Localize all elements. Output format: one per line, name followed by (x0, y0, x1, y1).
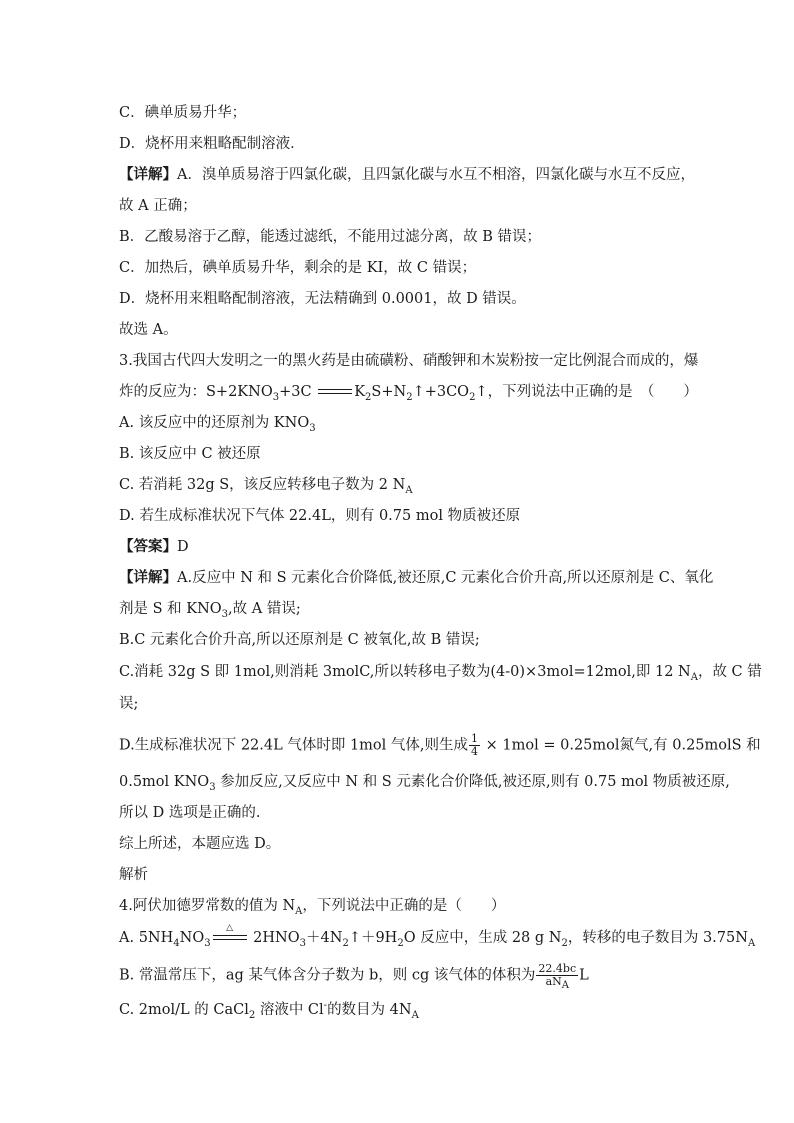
option-d-line: D．烧杯用来粗略配制溶液． (119, 136, 305, 152)
explanation-line: 【详解】A．溴单质易溶于四氯化碳，且四氯化碳与水互不相溶，四氯化碳与水互不反应， (119, 166, 695, 183)
question-3-stem: 3.我国古代四大发明之一的黑火药是由硫磺粉、硝酸钾和木炭粉按一定比例混合而成的，爆 (119, 353, 699, 369)
explanation-line: 误; (119, 696, 139, 712)
explanation-line-with-fraction: D.生成标准状况下 22.4L 气体时即 1mol 气体,则生成 $\frac{1}{4}$ × 1mol = 0.25mol氮气,有 0.25molS 和 (119, 732, 761, 758)
option-c-line: C．碘单质易升华； (119, 105, 247, 121)
explanation-line: D．烧杯用来粗略配制溶液，无法精确到 0.0001，故 D 错误。 (119, 291, 526, 307)
question-4-option-c: C. 2mol/L 的 CaCl$_2$ 溶液中 Cl-的数目为 $4N_A$ (119, 1000, 419, 1021)
explanation-line: B.C 元素化合价升高,所以还原剂是 C 被氧化,故 B 错误; (119, 632, 480, 648)
question-3-option-b: B. 该反应中 C 被还原 (119, 446, 261, 462)
conclusion-line: 综上所述，本题应选 D。 (119, 836, 281, 852)
fraction-volume: $\frac{22.4bc}{aN_A}$ (538, 962, 577, 992)
answer-line: 【答案】D (119, 538, 189, 555)
reaction-equals-sign (318, 385, 352, 399)
question-3-option-a: A. 该反应中的还原剂为 $KNO_3$ (119, 415, 316, 434)
explanation-line: 0.5mol $KNO_3$ 参加反应,又反应中 N 和 S 元素化合价降低,被还原,则有 0.75 mol 物质被还原, (119, 774, 730, 793)
question-4-option-b: B. 常温常压下，ag 某气体含分子数为 b，则 cg 该气体的体积为 $\frac{22.4bc}{aN_A}$ L (119, 962, 589, 992)
question-4-option-a: A. $5NH_4NO_3$ △ $2HNO_3+4N_2↑+9H_2O$ 反应中，生成 28 g $N_2$，转移的电子数目为 $3.75N_A$ (119, 923, 756, 949)
heated-reaction-equals-sign: △ (213, 931, 247, 945)
analysis-label: 解析 (119, 867, 148, 883)
conclusion-line: 故选 A。 (119, 322, 178, 338)
question-3-equation-line: 炸的反应为：$S+2KNO_3+3C$ $K_2S+N_2↑+3CO_2↑$，下列说法中正确的是 （ ） (119, 384, 698, 403)
explanation-line: C．加热后，碘单质易升华，剩余的是 KI，故 C 错误； (119, 260, 477, 276)
explanation-line: C.消耗 32g S 即 1mol,则消耗 3molC,所以转移电子数为(4-0)×3mol=12mol,即 12 $N_A$，故 C 错 (119, 664, 762, 683)
fraction-one-quarter: $\frac{1}{4}$ (471, 732, 479, 758)
explanation-line: 所以 D 选项是正确的. (119, 805, 261, 821)
question-3-option-d: D. 若生成标准状况下气体 22.4L，则有 0.75 mol 物质被还原 (119, 508, 521, 524)
question-4-stem: 4.阿伏加德罗常数的值为 $N_A$，下列说法中正确的是（ ） (119, 898, 506, 917)
explanation-line: 【详解】A.反应中 N 和 S 元素化合价降低,被还原,C 元素化合价升高,所以还原剂是 C、氧化 (119, 569, 714, 586)
question-3-option-c: C. 若消耗 32g S，该反应转移电子数为 2 $N_A$ (119, 477, 413, 496)
explanation-line: 故 A 正确； (119, 198, 197, 214)
explanation-line: B．乙酸易溶于乙醇，能透过滤纸，不能用过滤分离，故 B 错误； (119, 229, 542, 245)
explanation-line: 剂是 S 和 $KNO_3$,故 A 错误; (119, 601, 301, 620)
